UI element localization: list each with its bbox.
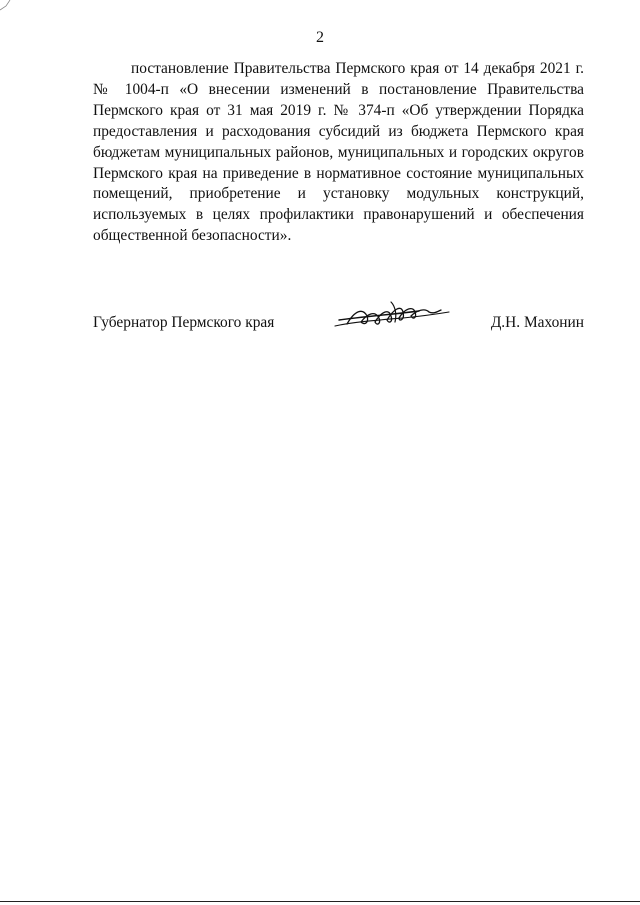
- signer-title: Губернатор Пермского края: [93, 314, 275, 331]
- signature-block: [93, 304, 584, 344]
- scan-corner-mark: [0, 0, 14, 14]
- page-number: 2: [316, 29, 324, 46]
- handwritten-signature: [333, 298, 453, 334]
- page-bottom-edge: [0, 901, 640, 902]
- document-body-paragraph: постановление Правительства Пермского края от 14 декабря 2021 г. № 1004-п «О внесении изменений в постановление Правительства Пермского края от 31 мая 2019 г. № 374-п «Об утверждении Порядка предоставления и расходования субсидий из бюджета Пермского края бюджетам муниципальных районов, муниципальных и городских округов Пермского края на приведение в нормативное состояние муниципальных помещений, приобретение и установку модульных конструкций, используемых в целях профилактики правонарушений и обеспечения общественной безопасности».: [93, 60, 584, 245]
- signer-name: Д.Н. Махонин: [490, 314, 584, 331]
